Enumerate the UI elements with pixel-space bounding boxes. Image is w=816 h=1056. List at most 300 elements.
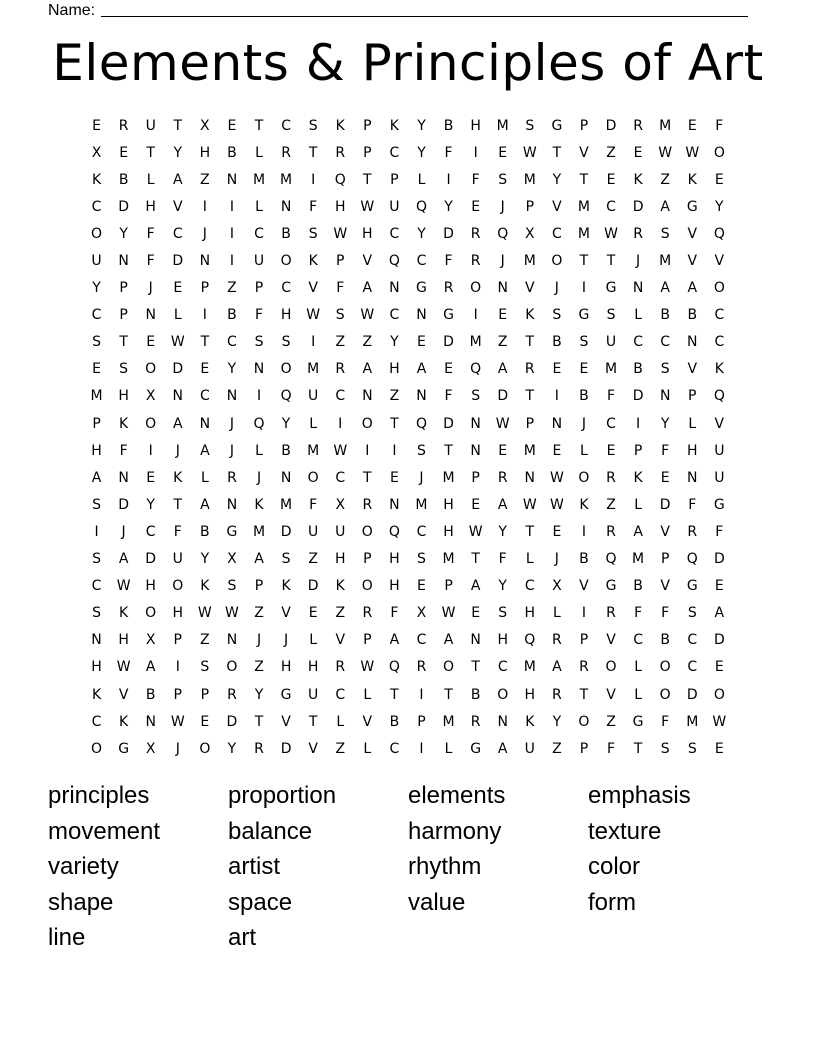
grid-letter: R [633,117,643,134]
grid-letter: J [148,280,153,297]
grid-letter: J [229,442,234,459]
grid-letter: E [173,280,183,297]
grid-letter: F [661,713,670,730]
grid-letter: V [660,523,670,540]
grid-letter: J [121,523,126,540]
grid-letter: M [90,388,103,405]
grid-row [83,546,733,573]
grid-letter: F [444,388,453,405]
grid-letter: N [253,361,265,378]
grid-letter: I [229,198,234,215]
grid-letter: Z [552,740,562,757]
grid-letter: I [202,307,207,324]
grid-letter: W [658,144,673,161]
grid-letter: N [199,415,211,432]
grid-letter: G [713,496,725,513]
grid-letter: P [92,415,101,432]
grid-letter: A [362,361,373,378]
grid-letter: B [660,307,670,324]
grid-letter: C [335,686,346,703]
grid-letter: N [687,469,698,486]
word-bank-item: artist [228,853,281,880]
grid-letter: J [175,740,180,757]
grid-letter: I [473,144,478,161]
grid-letter: K [200,578,210,595]
grid-row [83,166,733,193]
grid-letter: C [335,388,346,405]
grid-letter: P [119,307,128,324]
word-bank-item: rhythm [408,853,482,880]
grid-letter: C [281,280,291,297]
grid-letter: W [685,144,700,161]
grid-letter: P [390,171,399,188]
grid-letter: V [308,740,318,757]
grid-letter: L [363,740,372,757]
grid-letter: O [551,253,563,270]
grid-letter: I [148,442,153,459]
grid-letter: Y [281,415,291,432]
grid-letter: R [552,632,562,649]
grid-letter: Q [713,388,725,405]
grid-letter: G [118,740,130,757]
grid-letter: F [390,605,399,622]
grid-letter: O [605,659,617,676]
word-bank-item: space [228,888,293,916]
grid-letter: R [606,523,616,540]
grid-letter: N [389,496,400,513]
grid-row [83,410,733,437]
grid-letter: C [389,225,400,242]
grid-letter: R [443,280,454,297]
grid-letter: T [363,171,372,188]
grid-letter: Y [173,144,183,161]
grid-letter: R [254,740,264,757]
grid-letter: L [336,713,345,730]
grid-letter: P [363,117,372,134]
grid-letter: R [335,144,346,161]
grid-letter: I [94,523,99,540]
grid-letter: N [118,253,129,270]
grid-letter: K [254,496,264,513]
grid-letter: A [200,496,210,513]
grid-letter: J [554,551,559,568]
grid-letter: E [579,361,589,378]
grid-letter: N [470,442,481,459]
grid-letter: W [333,225,348,242]
grid-letter: S [254,334,264,351]
grid-letter: J [581,415,587,432]
grid-letter: B [633,578,643,595]
grid-letter: N [280,469,292,486]
grid-letter: O [172,578,184,595]
grid-letter: Q [280,388,292,405]
grid-letter: N [632,280,644,297]
grid-letter: V [714,253,725,270]
grid-letter: T [173,117,183,134]
grid-letter: E [552,361,562,378]
grid-letter: V [606,632,616,649]
grid-letter: M [523,442,536,459]
grid-letter: E [146,334,156,351]
grid-letter: B [687,307,698,324]
grid-letter: X [200,117,210,134]
grid-letter: K [525,713,535,730]
grid-letter: Z [660,171,670,188]
grid-letter: P [336,253,345,270]
grid-letter: L [634,659,642,676]
grid-letter: R [497,469,508,486]
grid-letter: F [688,496,697,513]
grid-letter: S [498,605,508,622]
grid-letter: W [116,578,131,595]
grid-letter: N [118,469,129,486]
grid-letter: B [633,361,643,378]
grid-letter: D [659,496,671,513]
grid-letter: P [200,686,210,703]
grid-letter: G [416,280,427,297]
grid-letter: F [715,523,724,540]
grid-letter: H [118,388,129,405]
grid-letter: O [578,469,590,486]
grid-letter: R [579,659,589,676]
grid-letter: A [416,361,427,378]
grid-letter: N [551,415,563,432]
grid-letter: H [334,551,346,568]
grid-letter: C [199,388,210,405]
grid-letter: W [522,496,537,513]
grid-letter: W [360,307,375,324]
grid-letter: F [173,523,182,540]
grid-letter: W [468,523,483,540]
grid-letter: A [172,415,183,432]
grid-letter: S [92,334,101,351]
grid-letter: O [470,280,482,297]
grid-letter: V [552,198,562,215]
grid-letter: R [362,496,373,513]
grid-letter: P [363,551,372,568]
grid-letter: P [579,632,589,649]
grid-letter: Q [605,551,617,568]
word-bank-item: value [408,888,466,916]
grid-row [83,383,733,410]
grid-letter: B [227,144,237,161]
grid-letter: E [552,442,562,459]
grid-letter: K [91,171,102,188]
grid-letter: D [145,551,157,568]
grid-letter: B [200,523,210,540]
grid-letter: K [714,361,724,378]
grid-letter: M [469,334,482,351]
grid-row [83,464,733,491]
grid-row [83,275,733,302]
grid-letter: J [256,469,262,486]
word-bank-item: proportion [228,782,337,809]
grid-letter: D [172,253,184,270]
word-bank-item: balance [228,817,313,845]
grid-letter: E [200,361,210,378]
grid-letter: F [119,442,128,459]
grid-letter: E [200,713,210,730]
grid-letter: W [306,307,321,324]
grid-letter: K [173,469,183,486]
grid-letter: J [419,469,424,486]
grid-letter: S [660,225,670,242]
grid-letter: C [91,578,102,595]
grid-letter: L [255,442,263,459]
grid-letter: I [419,740,424,757]
grid-letter: M [577,225,590,242]
grid-letter: C [227,334,237,351]
grid-letter: N [389,280,400,297]
grid-letter: Q [713,225,725,242]
grid-letter: O [659,686,671,703]
grid-letter: Z [389,388,400,405]
grid-letter: C [335,469,346,486]
grid-letter: S [92,496,101,513]
grid-letter: A [254,551,264,568]
grid-letter: Q [334,171,346,188]
grid-letter: M [659,253,672,270]
grid-letter: H [524,686,536,703]
grid-letter: L [363,686,372,703]
grid-letter: P [579,740,589,757]
grid-letter: E [498,144,508,161]
grid-letter: F [606,740,616,757]
grid-letter: P [254,578,264,595]
grid-letter: U [145,117,156,134]
grid-letter: V [687,225,698,242]
grid-letter: V [579,144,589,161]
grid-letter: H [389,578,400,595]
word-bank-item: art [228,924,257,951]
grid-letter: L [173,307,182,324]
grid-letter: Q [388,659,400,676]
grid-letter: D [443,415,454,432]
grid-letter: Y [200,551,210,568]
grid-letter: J [500,198,505,215]
grid-letter: R [687,523,698,540]
grid-letter: L [200,469,209,486]
grid-letter: C [633,632,643,649]
grid-letter: S [687,605,697,622]
grid-letter: F [146,225,155,242]
grid-letter: D [226,713,238,730]
grid-letter: Y [715,198,724,215]
page-title: Elements & Principles of Art [52,34,764,92]
grid-letter: J [284,632,289,649]
grid-letter: E [606,442,616,459]
grid-letter: K [525,307,535,324]
grid-letter: B [579,551,589,568]
grid-letter: T [471,659,480,676]
grid-row [83,627,733,654]
grid-letter: L [309,632,318,649]
grid-letter: D [686,686,698,703]
grid-letter: M [442,551,455,568]
grid-letter: L [525,551,534,568]
grid-letter: S [92,551,101,568]
grid-letter: L [255,198,263,215]
grid-letter: C [416,253,427,270]
grid-letter: R [227,469,237,486]
grid-letter: C [687,659,698,676]
grid-letter: M [604,361,618,378]
grid-letter: F [336,280,345,297]
grid-letter: N [226,388,238,405]
grid-letter: P [363,632,372,649]
grid-letter: N [416,388,427,405]
grid-letter: Z [254,605,264,622]
grid-letter: T [552,144,562,161]
grid-letter: M [659,117,672,134]
grid-letter: Z [200,632,210,649]
grid-letter: V [362,253,373,270]
grid-letter: E [417,334,426,351]
grid-letter: S [687,740,697,757]
grid-letter: C [389,307,400,324]
grid-letter: N [172,388,184,405]
grid-letter: E [146,469,156,486]
grid-letter: E [498,307,508,324]
grid-letter: S [200,659,210,676]
grid-letter: O [145,361,157,378]
grid-letter: Q [470,361,482,378]
grid-letter: J [554,280,559,297]
grid-letter: D [632,388,644,405]
grid-letter: N [362,388,373,405]
word-bank-item: shape [48,888,114,916]
grid-letter: Z [335,605,346,622]
grid-letter: L [444,740,453,757]
grid-letter: D [118,198,129,215]
grid-letter: N [145,307,156,324]
grid-letter: F [444,253,453,270]
grid-letter: N [497,280,508,297]
grid-letter: O [713,280,725,297]
grid-letter: I [229,225,234,242]
grid-letter: T [390,415,399,432]
grid-letter: R [362,605,373,622]
grid-row [83,112,733,139]
grid-letter: J [202,225,207,242]
grid-letter: T [579,171,589,188]
grid-letter: Z [335,334,346,351]
word-bank-item: variety [48,853,119,880]
grid-letter: W [360,198,375,215]
grid-letter: A [497,496,508,513]
grid-letter: A [172,171,183,188]
grid-letter: Q [253,415,265,432]
grid-letter: H [389,361,400,378]
grid-letter: Y [552,713,562,730]
grid-letter: V [335,632,346,649]
grid-letter: Q [388,523,400,540]
grid-letter: W [604,225,618,242]
grid-letter: H [389,551,400,568]
grid-letter: B [118,171,129,188]
grid-letter: G [443,307,454,324]
grid-letter: R [606,605,616,622]
grid-letter: M [307,442,320,459]
grid-letter: C [497,659,508,676]
grid-letter: O [199,740,211,757]
grid-letter: P [579,117,589,134]
grid-letter: U [524,740,535,757]
grid-letter: X [416,605,427,622]
grid-letter: X [335,496,346,513]
grid-row [83,139,733,166]
grid-letter: K [389,117,399,134]
grid-letter: Z [335,740,346,757]
grid-letter: B [145,686,156,703]
grid-letter: Y [444,198,453,215]
grid-letter: H [172,605,184,622]
grid-letter: O [361,523,373,540]
grid-row [83,437,733,464]
grid-letter: W [170,713,185,730]
grid-letter: V [525,280,535,297]
grid-letter: K [119,713,129,730]
grid-letter: E [714,740,724,757]
grid-letter: F [471,171,480,188]
grid-letter: S [308,225,318,242]
grid-letter: J [229,415,234,432]
grid-letter: O [91,225,103,242]
grid-letter: H [470,117,481,134]
grid-letter: O [443,659,455,676]
grid-letter: E [471,198,481,215]
grid-letter: S [281,334,291,351]
grid-letter: M [442,469,455,486]
grid-letter: F [715,117,724,134]
grid-letter: E [389,469,399,486]
grid-letter: X [145,632,156,649]
grid-letter: L [552,605,561,622]
grid-letter: O [91,740,103,757]
grid-letter: C [660,334,671,351]
grid-letter: E [471,496,481,513]
grid-letter: S [471,388,481,405]
grid-letter: T [525,388,535,405]
grid-letter: B [281,442,291,459]
grid-letter: N [226,632,238,649]
grid-letter: G [280,686,292,703]
grid-letter: I [636,415,641,432]
grid-letter: G [605,280,617,297]
grid-letter: E [687,117,697,134]
grid-letter: U [308,686,319,703]
grid-letter: J [256,632,262,649]
grid-letter: K [687,171,697,188]
grid-letter: V [172,198,183,215]
grid-letter: Q [497,225,509,242]
grid-letter: Y [119,225,128,242]
grid-letter: E [552,523,562,540]
grid-letter: S [525,117,535,134]
grid-letter: H [686,442,698,459]
grid-letter: V [687,361,698,378]
word-search-grid [83,112,733,762]
grid-letter: G [578,307,590,324]
grid-letter: W [495,415,510,432]
word-bank-item: color [588,853,641,880]
grid-letter: T [606,253,616,270]
grid-letter: W [197,605,212,622]
name-field [48,0,748,20]
grid-letter: A [714,605,725,622]
grid-letter: A [660,198,670,215]
grid-letter: I [554,388,559,405]
